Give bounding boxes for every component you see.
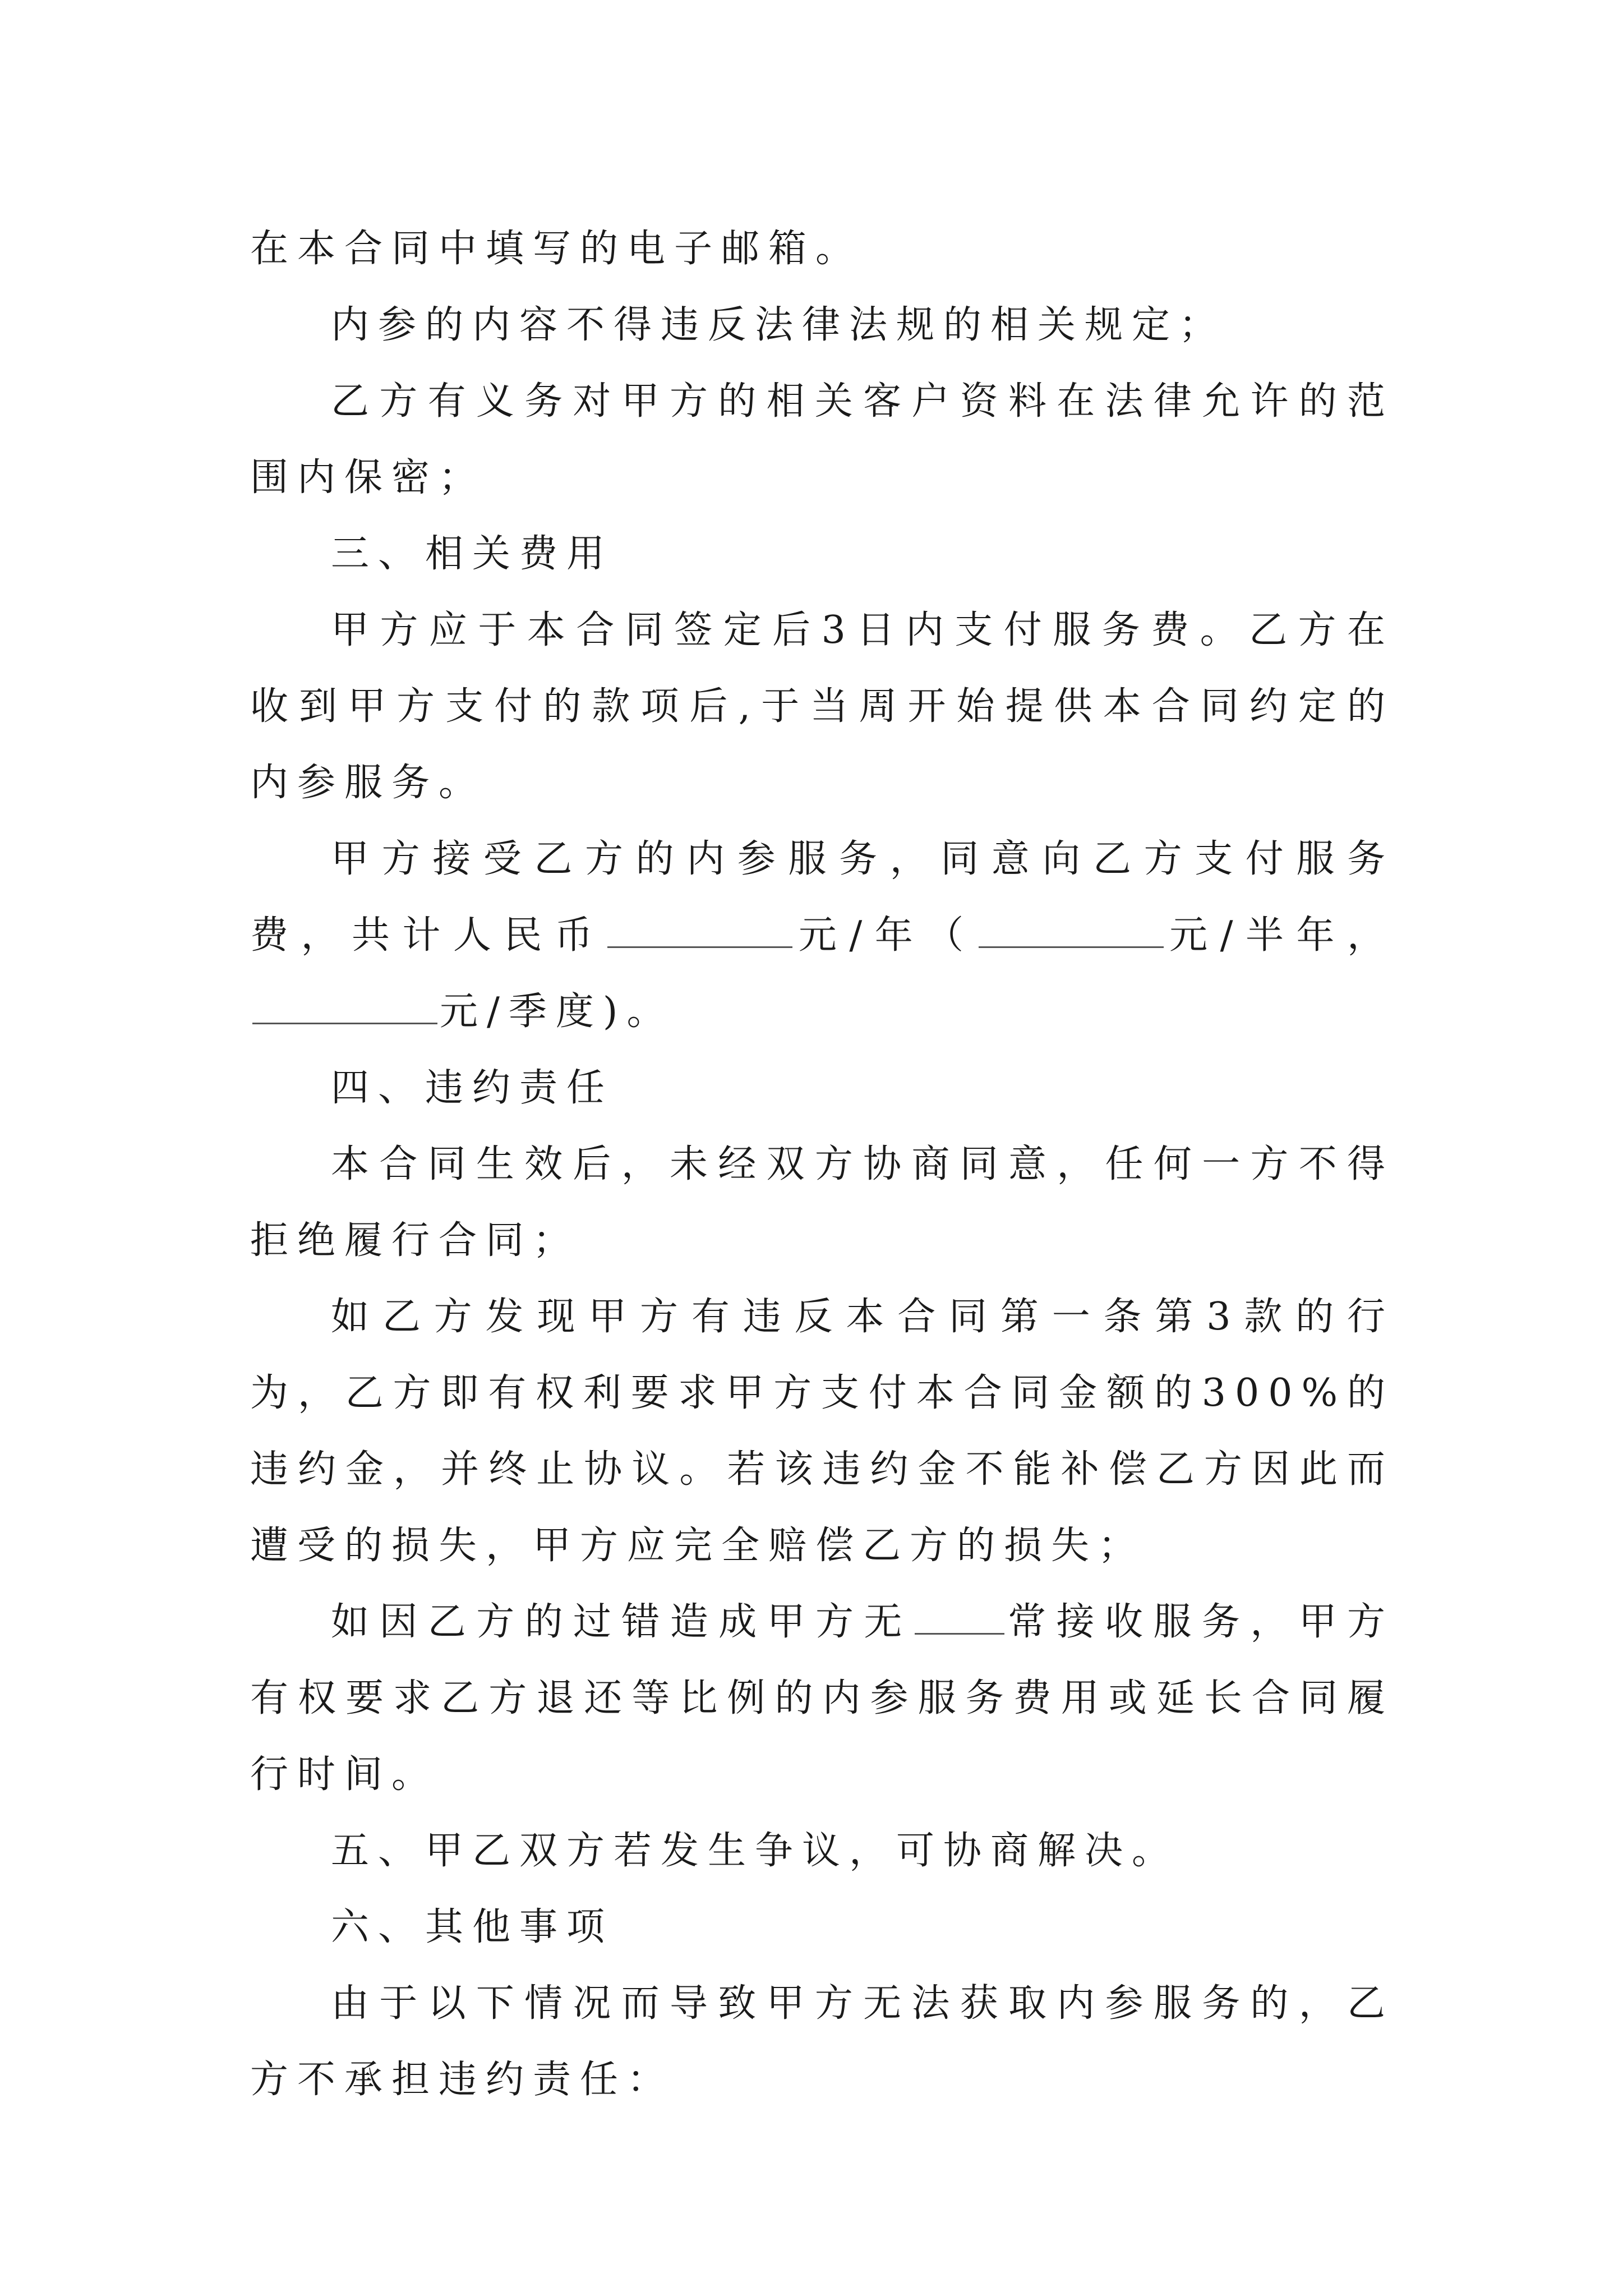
blank-annual-fee[interactable] <box>607 915 792 948</box>
paragraph-content-compliance: 内参的内容不得违反法律法规的相关规定； <box>331 303 1227 347</box>
paragraph-email: 在本合同中填写的电子邮箱。 <box>250 227 863 271</box>
refund-intro: 如因乙方的过错造成甲方无 <box>331 1600 912 1644</box>
fee-amount-intro: 甲方接受乙方的内参服务，同意向乙方支付服务费，共计人民币 <box>250 837 1394 958</box>
paragraph-fee-amount <box>250 821 1394 1050</box>
paragraph-confidentiality: 乙方有义务对甲方的相关客户资料在法律允许的范围内保密； <box>250 379 1394 500</box>
blank-refund[interactable] <box>915 1602 1004 1635</box>
section-heading-other-matters: 六、其他事项 <box>331 1905 614 1949</box>
paragraph-exemptions: 由于以下情况而导致甲方无法获取内参服务的，乙方不承担违约责任： <box>250 1981 1394 2102</box>
section-heading-liability: 四、违约责任 <box>331 1066 614 1110</box>
paragraph-no-refusal: 本合同生效后，未经双方协商同意，任何一方不得拒绝履行合同； <box>250 1142 1394 1263</box>
refund-rest: 常接收服务，甲方有权要求乙方退还等比例的内参服务费用或延长合同履行时间。 <box>250 1600 1394 1797</box>
fee-unit-half-year: 元/半年， <box>1165 913 1394 958</box>
blank-half-year-fee[interactable] <box>979 915 1164 948</box>
paragraph-refund <box>250 1584 1394 1813</box>
paragraph-payment-terms: 甲方应于本合同签定后3日内支付服务费。乙方在收到甲方支付的款项后,于当周开始提供本合同约定的内参服务。 <box>250 608 1394 805</box>
section-heading-disputes: 五、甲乙双方若发生争议，可协商解决。 <box>331 1829 1179 1873</box>
fee-unit-quarterly: 元/季度)。 <box>440 990 674 1034</box>
document-body <box>250 211 1394 2118</box>
blank-quarterly-fee[interactable] <box>252 991 437 1024</box>
paragraph-penalty: 如乙方发现甲方有违反本合同第一条第3款的行为，乙方即有权利要求甲方支付本合同金额的300%的违约金，并终止协议。若该违约金不能补偿乙方因此而遭受的损失，甲方应完全赔偿乙方的损失； <box>250 1295 1394 1568</box>
section-heading-fees: 三、相关费用 <box>331 532 614 576</box>
fee-unit-annual: 元/年（ <box>795 913 976 958</box>
